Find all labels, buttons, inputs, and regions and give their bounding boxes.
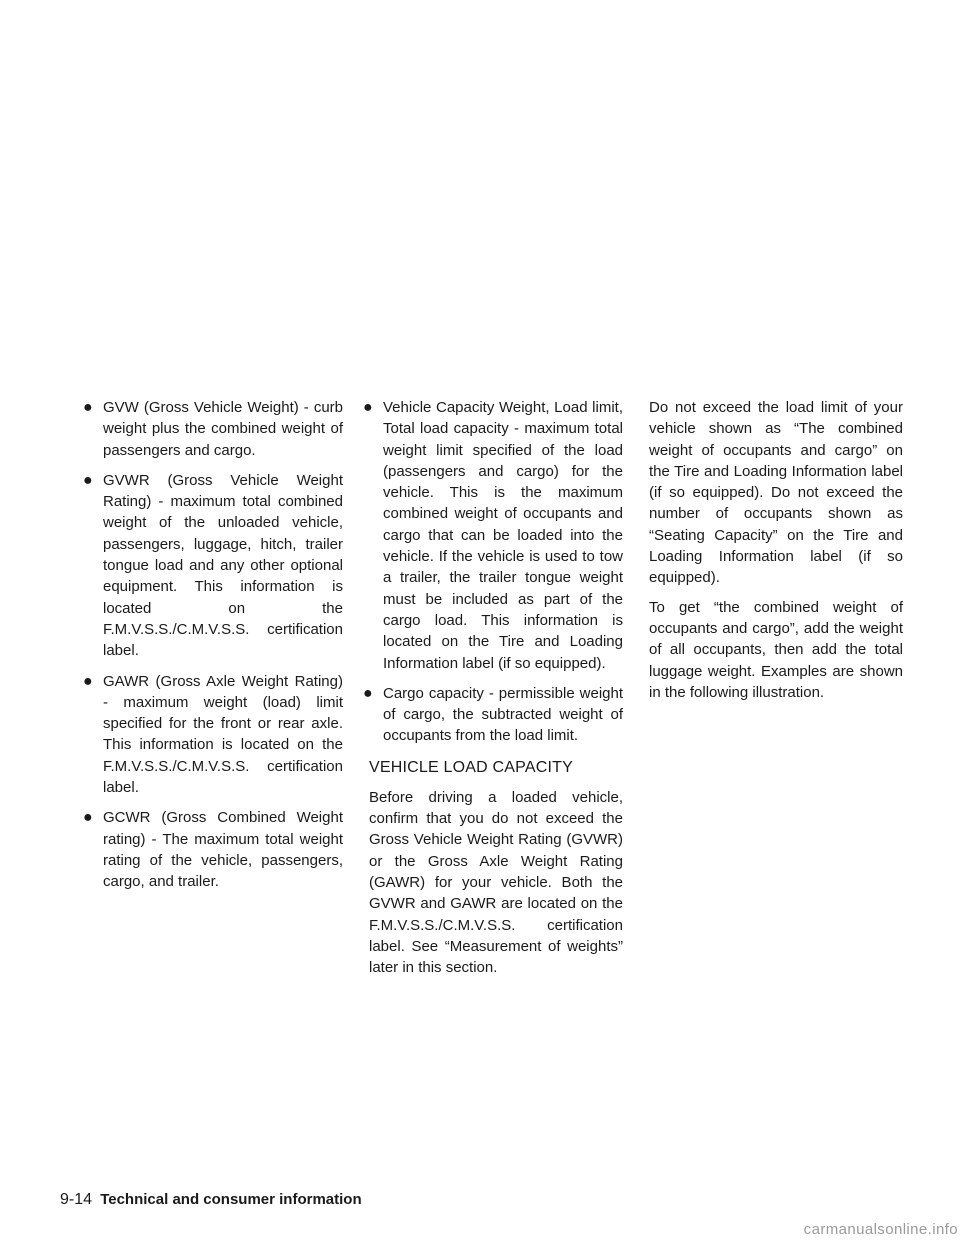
bullet-gcwr xyxy=(83,807,343,892)
paragraph: Before driving a loaded vehicle, confirm that you do not exceed the Gross Vehicle Weight Rating (GVWR) or the Gross Axle Weight Rating (GAWR) for your vehicle. Both the GVWR and GAWR are located on the F.M.V.S.S./C.M.V.S.S. certification label. See “Measurement of weights” later in this section. xyxy=(369,788,623,977)
text-column-2 xyxy=(363,397,623,986)
bullet-gvwr xyxy=(83,470,343,662)
bullet-vehicle-capacity-weight xyxy=(363,397,623,674)
bullet-text: Vehicle Capacity Weight, Load limit, Total load capacity - maximum total weight limit specified of the load (passengers and cargo) for the vehicle. This is the maximum combined weight of occupants and cargo that can be loaded into the vehicle. If the vehicle is used to tow a trailer, the trailer tongue weight must be included as part of the cargo load. This information is located on the Tire and Loading Information label (if so equipped). xyxy=(383,399,623,672)
text-column-1 xyxy=(83,397,343,902)
bullet-marker: ● xyxy=(83,471,93,489)
bullet-marker: ● xyxy=(363,399,373,416)
bullet-marker: ● xyxy=(83,809,93,827)
bullet-text: GAWR (Gross Axle Weight Rating) - maximum weight (load) limit specified for the front or rear axle. This information is located on the F.M.V.S.S./C.M.V.S.S. certification label. xyxy=(103,672,343,797)
bullet-text: GVWR (Gross Vehicle Weight Rating) - maximum total combined weight of the unloaded vehicle, passengers, luggage, hitch, trailer tongue load and any other optional equipment. This information is located on the F.M.V.S.S./C.M.V.S.S. certification label. xyxy=(103,471,343,660)
site-watermark: carmanualsonline.info xyxy=(803,1221,958,1238)
bullet-text: GVW (Gross Vehicle Weight) - curb weight plus the combined weight of passengers and cargo. xyxy=(103,399,343,459)
bullet-marker: ● xyxy=(363,684,373,702)
bullet-marker: ● xyxy=(83,399,93,416)
paragraph: Do not exceed the load limit of your vehicle shown as “The combined weight of occupants and cargo” on the Tire and Loading Information label (if so equipped). Do not exceed the number of occupants shown as “Seating Capacity” on the Tire and Loading Information label (if so equipped). xyxy=(649,399,903,587)
text-column-3 xyxy=(649,397,903,711)
paragraph: To get “the combined weight of occupants and cargo”, add the weight of all occupants, then add the total luggage weight. Examples are shown in the following illustration. xyxy=(649,598,903,701)
page-number: 9-14 xyxy=(60,1191,93,1208)
bullet-cargo-capacity xyxy=(363,683,623,747)
bullet-marker: ● xyxy=(83,672,93,690)
section-heading: VEHICLE LOAD CAPACITY xyxy=(369,758,573,776)
bullet-gawr xyxy=(83,671,343,799)
chapter-title: Technical and consumer information xyxy=(100,1191,362,1208)
bullet-text: Cargo capacity - permissible weight of cargo, the subtracted weight of occupants from the load limit. xyxy=(383,684,623,745)
bullet-gvw xyxy=(83,397,343,461)
bullet-text: GCWR (Gross Combined Weight rating) - The maximum total weight rating of the vehicle, passengers, cargo, and trailer. xyxy=(103,809,343,891)
page-footer xyxy=(60,1190,362,1210)
